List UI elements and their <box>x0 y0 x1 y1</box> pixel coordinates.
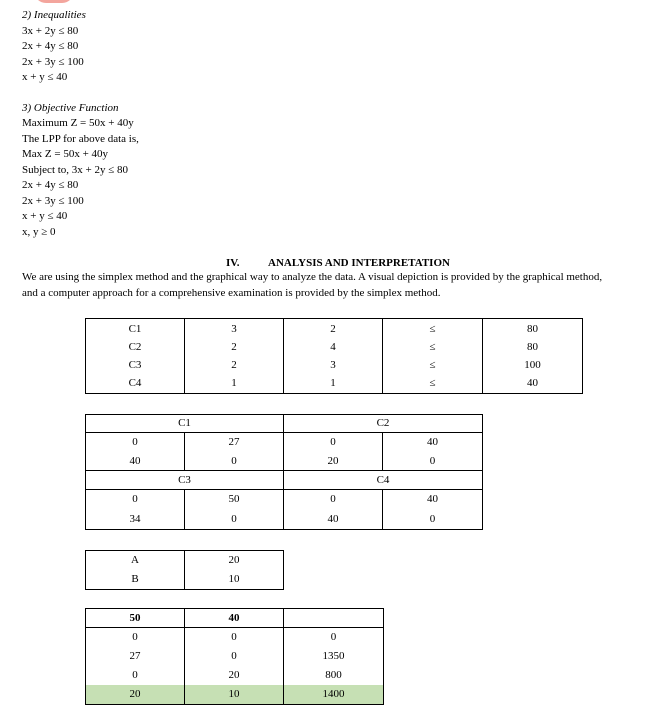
table-cell: 10 <box>185 570 284 590</box>
table-cell: 20 <box>284 452 383 471</box>
table-cell: 40 <box>383 489 483 509</box>
table-cell: 50 <box>185 489 284 509</box>
objective-line: 2x + 4y ≤ 80 <box>22 179 79 191</box>
intercepts-table <box>85 414 483 530</box>
table-cell: 20 <box>185 551 284 570</box>
table-cell: A <box>86 551 185 570</box>
solution-point-table <box>85 550 284 590</box>
objective-title: 3) Objective Function <box>22 102 119 114</box>
objective-line: 2x + 3y ≤ 100 <box>22 195 84 207</box>
section-title: ANALYSIS AND INTERPRETATION <box>268 257 450 269</box>
table-header-cell: C4 <box>284 471 483 489</box>
rhs-value-cell: 80 80 100 40 <box>483 319 583 394</box>
inequality-line: 2x + 3y ≤ 100 <box>22 56 84 68</box>
table-cell: 0 <box>284 433 383 452</box>
table-header-cell: C1 <box>86 415 284 433</box>
table-cell: 0 <box>185 452 284 471</box>
constraint-name-cell: C1 C2 C3 C4 <box>86 319 185 394</box>
table-cell: B <box>86 570 185 590</box>
x-coefficient-cell: 3 2 2 1 <box>185 319 284 394</box>
table-cell: 20 <box>185 666 284 685</box>
inequalities-title: 2) Inequalities <box>22 9 86 21</box>
table-cell: 0 <box>86 489 185 509</box>
table-cell: 0 <box>185 647 284 666</box>
inequality-sign-cell: ≤ ≤ ≤ ≤ <box>383 319 483 394</box>
inequality-line: x + y ≤ 40 <box>22 71 68 83</box>
table-cell: 800 <box>284 666 384 685</box>
section-number: IV. <box>226 257 240 269</box>
y-coefficient-cell: 2 4 3 1 <box>284 319 383 394</box>
decorative-arc <box>34 0 74 3</box>
table-cell: 27 <box>86 647 185 666</box>
table-cell: 40 <box>284 509 383 529</box>
objective-line: Subject to, 3x + 2y ≤ 80 <box>22 164 129 176</box>
constraints-table <box>85 318 583 394</box>
objective-line: The LPP for above data is, <box>22 133 139 145</box>
inequality-line: 2x + 4y ≤ 80 <box>22 40 79 52</box>
table-cell: 40 <box>383 433 483 452</box>
table-header-cell: 40 <box>185 609 284 628</box>
optimal-cell: 1400 <box>284 685 384 705</box>
optimal-cell: 10 <box>185 685 284 705</box>
table-header-cell: C3 <box>86 471 284 489</box>
objective-line: x, y ≥ 0 <box>22 226 56 238</box>
table-cell: 0 <box>383 509 483 529</box>
table-header-cell <box>284 609 384 628</box>
table-cell: 0 <box>284 489 383 509</box>
table-cell: 0 <box>86 433 185 452</box>
table-cell: 34 <box>86 509 185 529</box>
optimal-cell: 20 <box>86 685 185 705</box>
table-cell: 40 <box>86 452 185 471</box>
table-cell: 0 <box>86 628 185 647</box>
objective-line: Maximum Z = 50x + 40y <box>22 117 134 129</box>
section-paragraph-line: and a computer approach for a comprehensive examination is provided by the simplex method. <box>22 287 441 299</box>
table-cell: 0 <box>185 509 284 529</box>
table-header-cell: 50 <box>86 609 185 628</box>
table-cell: 27 <box>185 433 284 452</box>
table-cell: 0 <box>284 628 384 647</box>
objective-evaluation-table <box>85 608 384 705</box>
table-header-cell: C2 <box>284 415 483 433</box>
table-cell: 0 <box>185 628 284 647</box>
table-cell: 1350 <box>284 647 384 666</box>
inequality-line: 3x + 2y ≤ 80 <box>22 25 79 37</box>
table-cell: 0 <box>86 666 185 685</box>
section-paragraph-line: We are using the simplex method and the graphical way to analyze the data. A visual depiction is provided by the graphical method, <box>22 271 603 283</box>
objective-line: Max Z = 50x + 40y <box>22 148 109 160</box>
table-cell: 0 <box>383 452 483 471</box>
objective-line: x + y ≤ 40 <box>22 210 68 222</box>
